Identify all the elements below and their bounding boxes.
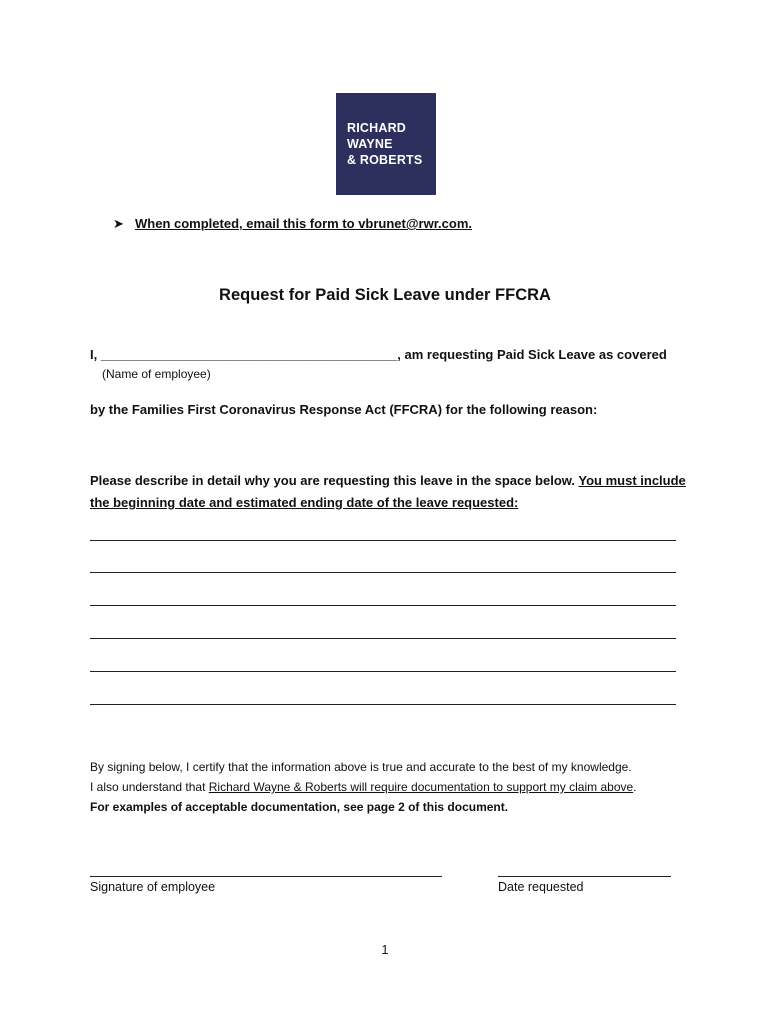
logo-line-1: RICHARD [347, 121, 407, 135]
describe-requirement: You must include the beginning date and estimated ending date of the leave requested: [90, 473, 686, 510]
employee-line-prefix: I, [90, 347, 101, 362]
date-label: Date requested [498, 880, 584, 894]
reason-line-5[interactable] [90, 671, 676, 672]
employee-name-line [90, 347, 667, 362]
email-instruction [113, 216, 472, 232]
describe-instructions [90, 470, 690, 514]
company-logo [336, 93, 436, 195]
arrow-bullet-icon: ➤ [113, 216, 124, 231]
email-instruction-text: When completed, email this form to vbrunet@rwr.com. [135, 216, 473, 231]
employee-signature-field[interactable] [90, 876, 442, 877]
certification-statement [90, 757, 690, 817]
form-title: Request for Paid Sick Leave under FFCRA [219, 286, 551, 304]
reason-line-2[interactable] [90, 572, 676, 573]
employee-name-caption: (Name of employee) [102, 367, 211, 381]
certify-line-2 [90, 777, 690, 797]
ffcra-reason-line: by the Families First Coronavirus Response Act (FFCRA) for the following reason: [90, 402, 598, 417]
certify-line-1: By signing below, I certify that the information above is true and accurate to the best of my knowledge. [90, 760, 632, 774]
certify-line-3: For examples of acceptable documentation, see page 2 of this document. [90, 800, 509, 814]
employee-name-field[interactable]: _________________________________________ [100, 347, 398, 362]
logo-line-2: WAYNE [347, 137, 393, 151]
reason-line-4[interactable] [90, 638, 676, 639]
employee-line-suffix: , am requesting Paid Sick Leave as covered [397, 347, 667, 362]
page-number: 1 [381, 943, 389, 957]
describe-text: Please describe in detail why you are requesting this leave in the space below. [90, 473, 579, 488]
reason-line-3[interactable] [90, 605, 676, 606]
reason-line-6[interactable] [90, 704, 676, 705]
documentation-link[interactable]: Richard Wayne & Roberts will require documentation to support my claim above [208, 780, 634, 794]
reason-line-1[interactable] [90, 540, 676, 541]
date-requested-field[interactable] [498, 876, 671, 877]
signature-label: Signature of employee [90, 880, 216, 894]
certify-line-2-suffix: . [633, 780, 637, 794]
logo-line-3: & ROBERTS [347, 153, 423, 167]
certify-line-2-prefix: I also understand that [90, 780, 209, 794]
